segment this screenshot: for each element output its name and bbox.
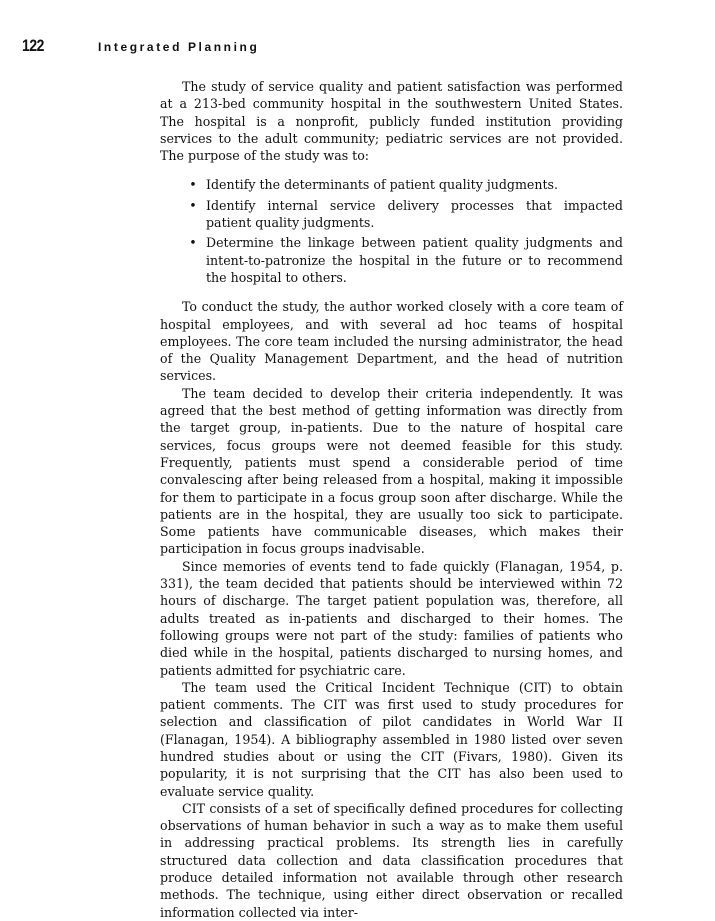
page-number: 122 xyxy=(22,36,45,55)
paragraph: Since memories of events tend to fade quickly (Flanagan, 1954, p. 331), the team decided that patients should be interviewed within 72 hours of discharge. The target patient population was, therefore, all adults treated as in-patients and discharged to their homes. The following groups were not part of the study: families of patients who died while in the hospital, patients discharged to nursing homes, and patients admitted for psychiatric care. xyxy=(160,558,623,678)
bullet-icon: • xyxy=(189,235,197,251)
running-title: Integrated Planning xyxy=(98,40,260,54)
paragraph: To conduct the study, the author worked closely with a core team of hospital employees, and with several ad hoc teams of hospital employees. The core team included the nursing administrator, the head of the Quality Management Department, and the head of nutrition services. xyxy=(160,299,623,384)
intro-paragraph: The study of service quality and patient satisfaction was performed at a 213-bed community hospital in the southwestern United States. The hospital is a nonprofit, publicly funded institution providing services to the adult community; pediatric services are not provided. The purpose of the study was to: xyxy=(160,79,623,164)
body-text xyxy=(160,78,623,921)
bullet-text: Determine the linkage between patient quality judgments and intent-to-patronize the hospital in the future or to recommend the hospital to others. xyxy=(206,235,623,285)
bullet-text: Identify the determinants of patient quality judgments. xyxy=(206,177,558,193)
paragraph: The team decided to develop their criteria independently. It was agreed that the best method of getting information was directly from the target group, in-patients. Due to the nature of hospital care services, focus groups were not deemed feasible for this study. Frequently, patients must spend a considerable period of time convalescing after being released from a hospital, making it impossible for them to participate in a focus group soon after discharge. While the patients are in the hospital, they are usually too sick to participate. Some patients have communicable diseases, which makes their participation in focus groups inadvisable. xyxy=(160,385,623,557)
bullet-item xyxy=(189,234,623,286)
paragraph: The team used the Critical Incident Technique (CIT) to obtain patient comments. The CIT was first used to study procedures for selection and classification of pilot candidates in World War II (Flanagan, 1954). A bibliography assembled in 1980 listed over seven hundred studies about or using the CIT (Fivars, 1980). Given its popularity, it is not surprising that the CIT has also been used to evaluate service quality. xyxy=(160,679,623,799)
paragraph: CIT consists of a set of specifically defined procedures for collecting observations of human behavior in such a way as to make them useful in addressing practical problems. Its strength lies in carefully structured data collection and data classification procedures that produce detailed information not available through other research methods. The technique, using either direct observation or recalled information collected via inter- xyxy=(160,800,623,920)
bullet-item xyxy=(189,176,623,193)
bullet-item xyxy=(189,197,623,232)
purpose-bullet-list xyxy=(160,176,623,286)
bullet-text: Identify internal service delivery processes that impacted patient quality judgments. xyxy=(206,197,623,231)
bullet-icon: • xyxy=(189,177,197,193)
bullet-icon: • xyxy=(189,197,197,213)
